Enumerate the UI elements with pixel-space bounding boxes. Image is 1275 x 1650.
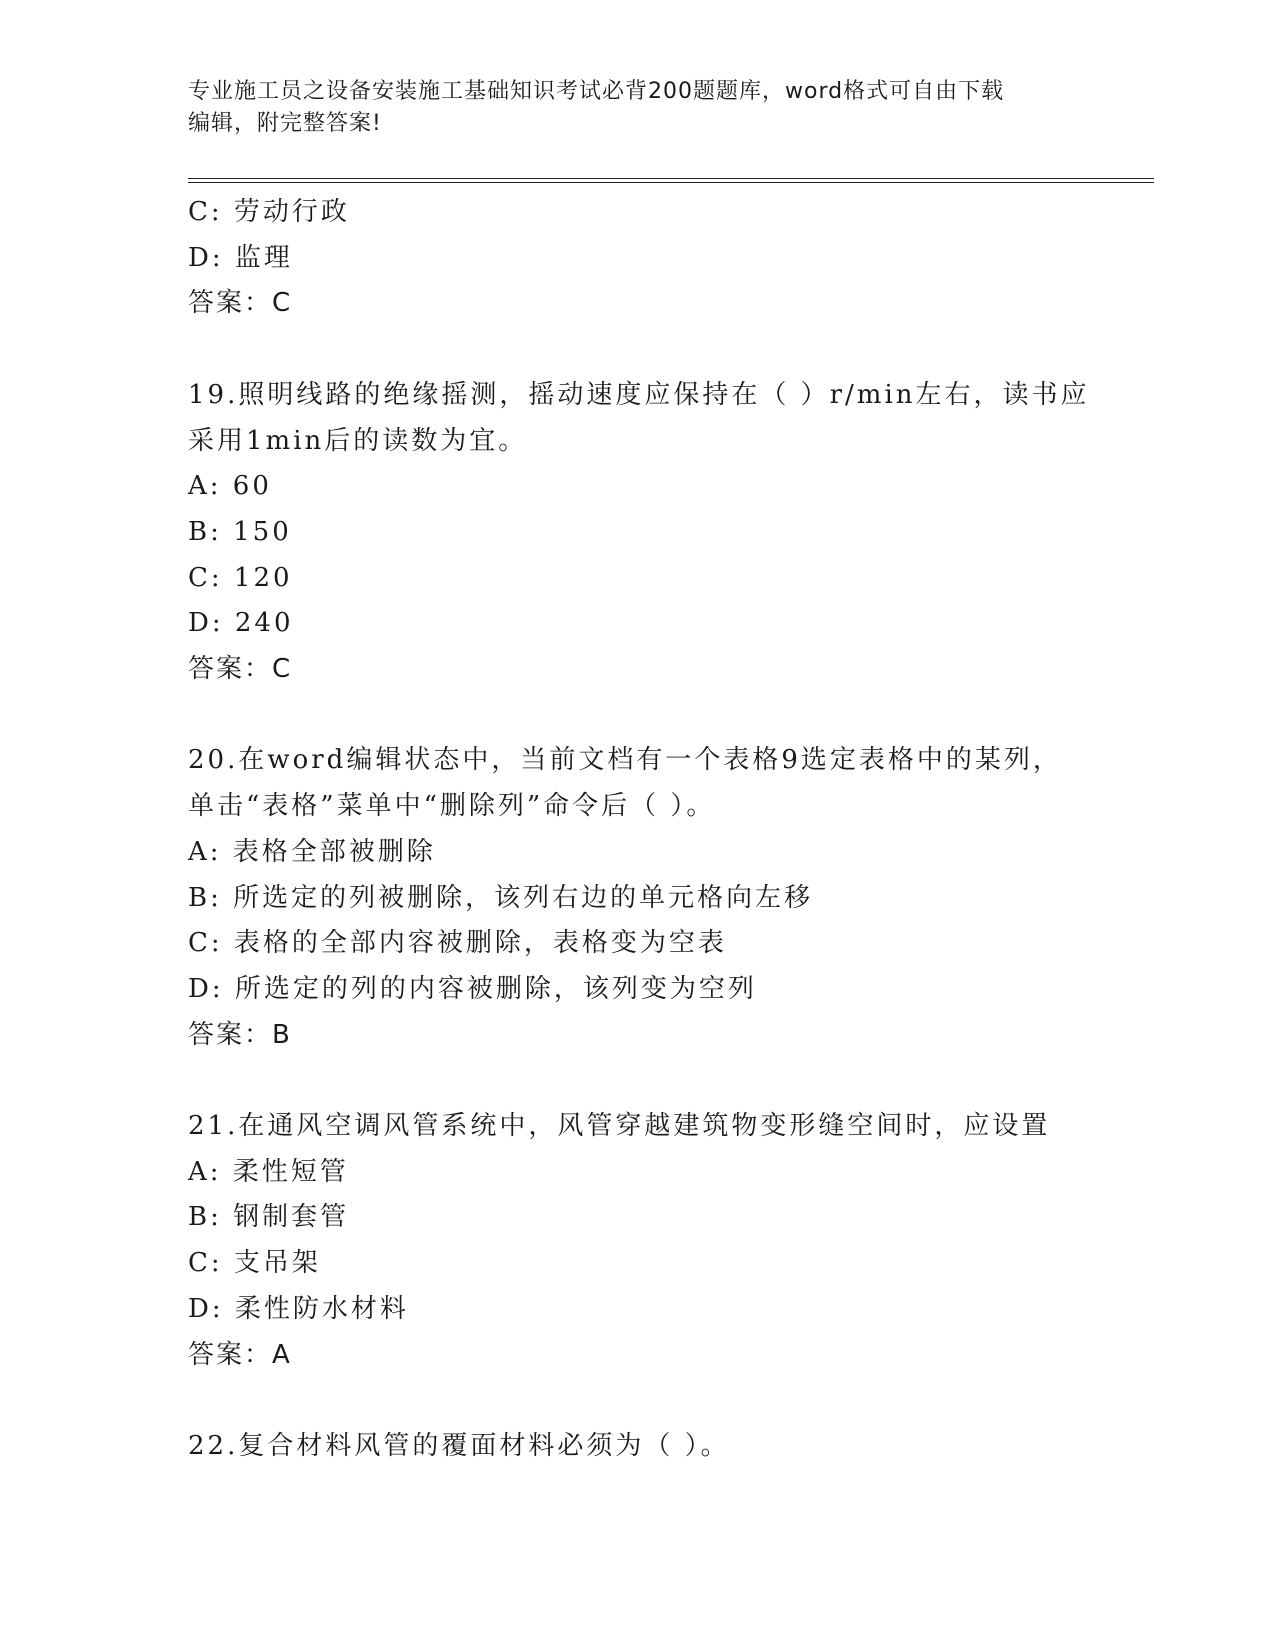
- q20-option-b: B: 所选定的列被删除，该列右边的单元格向左移: [188, 882, 814, 913]
- q20-answer: 答案：B: [188, 1019, 292, 1050]
- question-22: [188, 1424, 1088, 1470]
- q19-option-c: C: 120: [188, 562, 293, 593]
- q19-answer: 答案：C: [188, 654, 293, 685]
- q18-option-c: C: 劳动行政: [188, 197, 350, 227]
- spacer: [188, 1058, 1088, 1104]
- q20-stem-line-1: 20.在word编辑状态中，当前文档有一个表格9选定表格中的某列，: [188, 745, 1062, 776]
- q21-stem-line-1: 21.在通风空调风管系统中，风管穿越建筑物变形缝空间时，应设置: [188, 1111, 1051, 1142]
- spacer: [188, 327, 1088, 373]
- question-18-tail: [188, 190, 1088, 327]
- q19-option-b: B: 150: [188, 516, 292, 547]
- q22-stem-line-1: 22.复合材料风管的覆面材料必须为（ ）。: [188, 1430, 730, 1461]
- header-rule-top: [188, 178, 1154, 179]
- spacer: [188, 693, 1088, 739]
- q20-option-c: C: 表格的全部内容被删除，表格变为空表: [188, 928, 727, 959]
- q19-stem-line-2: 采用1min后的读数为宜。: [188, 425, 528, 456]
- q19-option-d: D: 240: [188, 608, 294, 639]
- q20-option-a: A: 表格全部被删除: [188, 836, 436, 867]
- page-header: [188, 76, 1068, 140]
- q18-answer: 答案：C: [188, 288, 293, 319]
- header-rule-bottom: [188, 182, 1154, 183]
- q21-option-b: B: 钢制套管: [188, 1202, 350, 1233]
- header-line-1: 专业施工员之设备安装施工基础知识考试必背200题题库，word格式可自由下载: [188, 79, 1005, 104]
- q21-option-d: D: 柔性防水材料: [188, 1293, 409, 1324]
- q21-option-a: A: 柔性短管: [188, 1156, 349, 1187]
- q18-option-d: D: 监理: [188, 242, 293, 273]
- question-20: [188, 738, 1088, 1058]
- q21-answer: 答案：A: [188, 1339, 292, 1370]
- document-body: [188, 190, 1088, 1470]
- question-21: [188, 1104, 1088, 1378]
- header-line-2: 编辑，附完整答案!: [188, 111, 382, 136]
- q19-stem-line-1: 19.照明线路的绝缘摇测，摇动速度应保持在（ ）r/min左右，读书应: [188, 379, 1090, 410]
- q21-option-c: C: 支吊架: [188, 1248, 321, 1279]
- q19-option-a: A: 60: [188, 471, 272, 502]
- q20-option-d: D: 所选定的列的内容被删除，该列变为空列: [188, 973, 757, 1004]
- spacer: [188, 1378, 1088, 1424]
- q20-stem-line-2: 单击“表格”菜单中“删除列”命令后（ ）。: [188, 791, 716, 822]
- question-19: [188, 373, 1088, 693]
